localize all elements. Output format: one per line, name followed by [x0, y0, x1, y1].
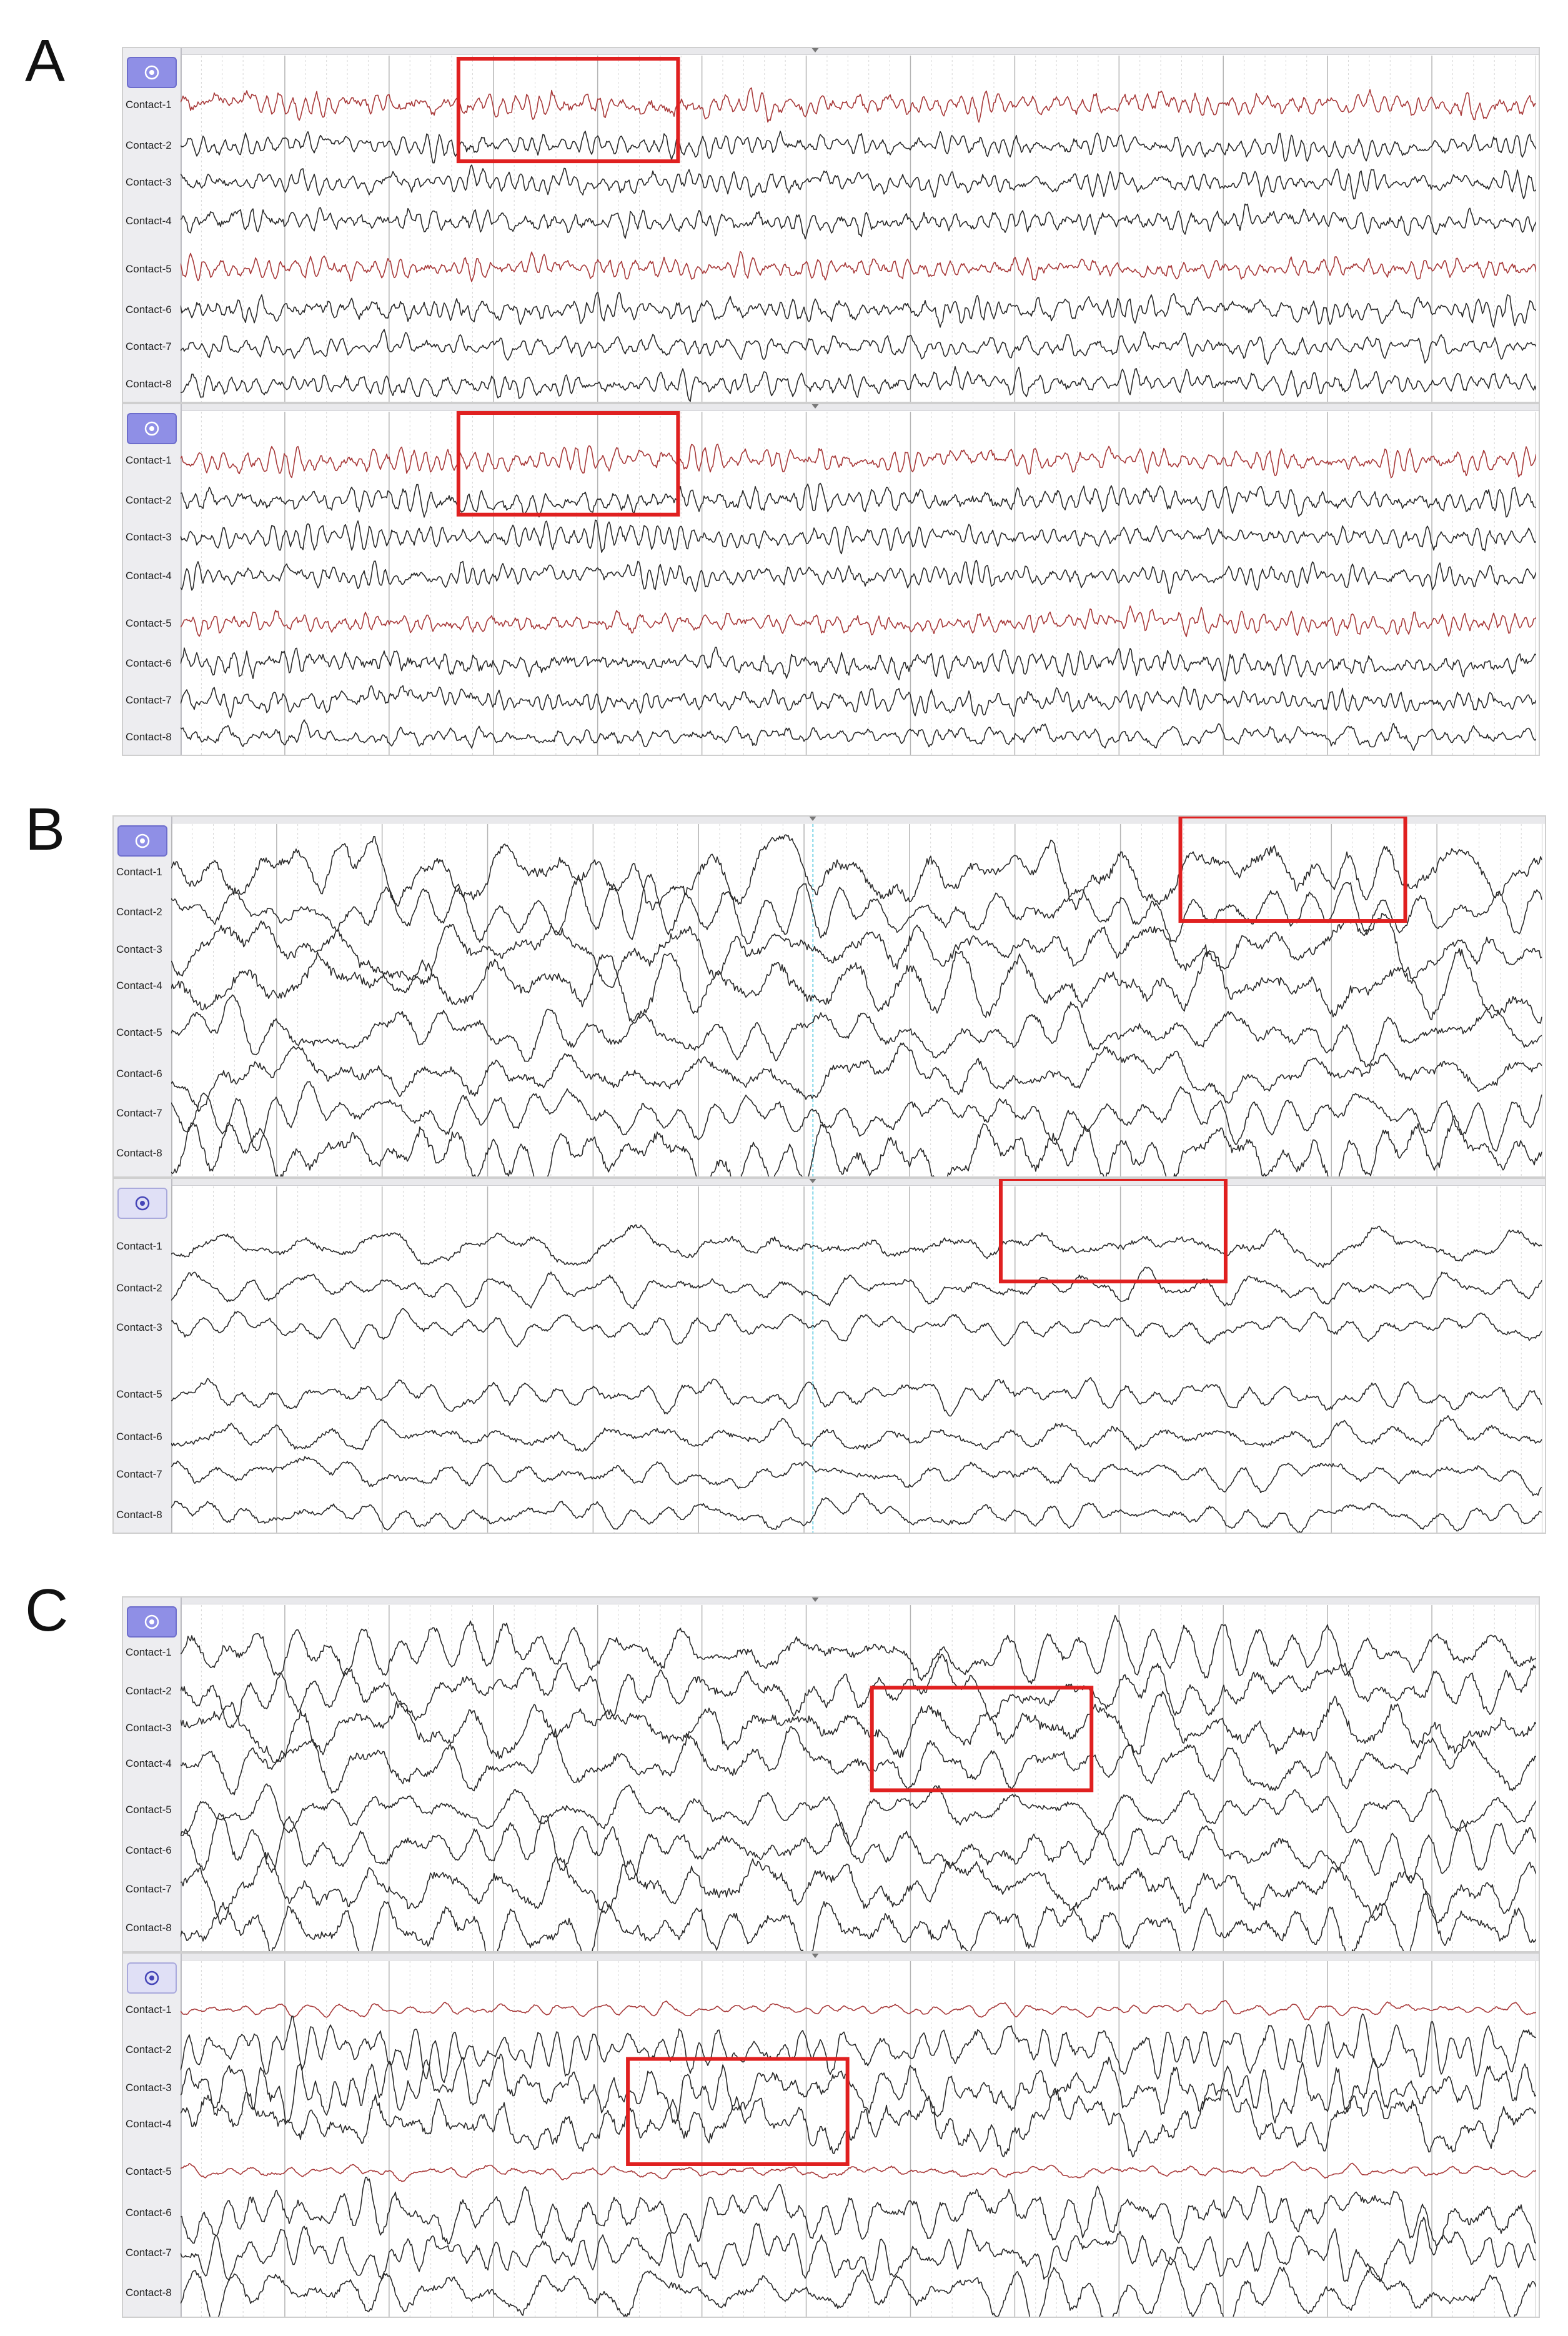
channel-label: Contact-5: [126, 2165, 172, 2177]
eeg-trace-contact-3: [181, 520, 1536, 554]
channel-label: Contact-7: [116, 1468, 162, 1480]
eye-toggle-button[interactable]: [127, 413, 177, 444]
channel-label: Contact-4: [126, 2118, 172, 2130]
channel-label: Contact-3: [126, 531, 172, 544]
channel-label: Contact-3: [116, 943, 162, 956]
channel-label: Contact-2: [126, 1684, 172, 1697]
eeg-trace-contact-8: [181, 1891, 1536, 1951]
eeg-trace-contact-6: [181, 292, 1536, 327]
channel-label: Contact-4: [126, 1757, 172, 1770]
channel-label-column: [123, 1954, 182, 2317]
eeg-trace-contact-4: [181, 560, 1536, 594]
eeg-trace-contact-6: [181, 2177, 1536, 2246]
eeg-trace-contact-7: [181, 329, 1536, 364]
channel-label: Contact-5: [126, 262, 172, 275]
channel-label: Contact-7: [126, 1882, 172, 1895]
channel-label-column: [114, 1179, 172, 1533]
eeg-trace-contact-4: [181, 1727, 1536, 1795]
eeg-trace-contact-1: [181, 2001, 1536, 2020]
channel-label: Contact-3: [116, 1321, 162, 1333]
eeg-trace-contact-4: [181, 204, 1536, 239]
eeg-trace-contact-7: [171, 1081, 1542, 1151]
eeg-trace-contact-4: [181, 2089, 1536, 2157]
eye-toggle-button[interactable]: [127, 57, 177, 88]
eeg-trace-contact-8: [171, 1115, 1542, 1176]
channel-label: Contact-8: [116, 1508, 162, 1521]
channel-label: Contact-2: [126, 139, 172, 151]
eeg-traces: [181, 1954, 1536, 2317]
channel-label: Contact-6: [116, 1067, 162, 1080]
channel-label: Contact-8: [126, 2287, 172, 2299]
channel-label: Contact-3: [126, 1722, 172, 1734]
eeg-trace-contact-3: [171, 1309, 1542, 1349]
channel-label: Contact-5: [126, 617, 172, 629]
eeg-trace-contact-3: [181, 2054, 1536, 2124]
eeg-trace-contact-2: [181, 484, 1536, 517]
eeg-trace-contact-1: [181, 1616, 1536, 1684]
channel-label: Contact-7: [126, 694, 172, 707]
channel-label: Contact-8: [116, 1146, 162, 1159]
channel-label: Contact-4: [126, 569, 172, 582]
channel-label: Contact-8: [126, 1922, 172, 1934]
eeg-trace-contact-1: [181, 88, 1536, 122]
eye-icon: [142, 1613, 161, 1631]
eeg-panel-b2: [112, 1178, 1546, 1534]
eeg-trace-contact-8: [181, 720, 1536, 750]
eeg-trace-contact-8: [181, 2257, 1536, 2317]
triangle-marker-icon[interactable]: [808, 1178, 817, 1183]
eeg-traces: [171, 817, 1542, 1176]
eye-toggle-button[interactable]: [117, 825, 167, 857]
eeg-trace-contact-6: [171, 1043, 1542, 1111]
eeg-traces: [181, 404, 1536, 755]
channel-label: Contact-1: [126, 454, 172, 466]
eeg-plot-area[interactable]: [181, 1598, 1539, 1951]
section-label-c: C: [25, 1577, 69, 1644]
channel-label: Contact-2: [116, 1282, 162, 1295]
eye-icon: [142, 1969, 161, 1987]
eeg-panel-c2: [122, 1952, 1540, 2318]
eye-icon: [142, 419, 161, 438]
eeg-trace-contact-3: [171, 913, 1542, 987]
eeg-trace-contact-6: [181, 647, 1536, 681]
eeg-panel-b1: [112, 815, 1546, 1178]
eeg-trace-contact-7: [171, 1456, 1542, 1496]
channel-label: Contact-8: [126, 730, 172, 743]
channel-label: Contact-6: [116, 1431, 162, 1443]
highlight-box: [628, 2059, 848, 2164]
channel-label: Contact-6: [126, 2207, 172, 2219]
eye-icon: [133, 832, 152, 850]
eeg-trace-contact-1: [181, 444, 1536, 478]
highlight-box: [1181, 817, 1406, 921]
eeg-panel-a1: [122, 47, 1540, 403]
triangle-marker-icon[interactable]: [811, 403, 820, 409]
channel-label: Contact-1: [126, 2004, 172, 2016]
eye-icon: [142, 63, 161, 82]
eye-toggle-button[interactable]: [117, 1188, 167, 1219]
eeg-trace-contact-4: [171, 948, 1542, 1023]
eeg-plot-area[interactable]: [181, 1954, 1539, 2317]
eeg-trace-contact-5: [181, 252, 1536, 282]
eeg-plot-area[interactable]: [181, 404, 1539, 755]
eye-toggle-button[interactable]: [127, 1962, 177, 1994]
eeg-trace-contact-5: [181, 606, 1536, 637]
eye-toggle-button[interactable]: [127, 1606, 177, 1638]
channel-label: Contact-5: [126, 1803, 172, 1816]
eeg-trace-contact-5: [171, 1378, 1542, 1416]
triangle-marker-icon[interactable]: [811, 1596, 820, 1602]
highlight-box: [1001, 1179, 1226, 1281]
channel-label: Contact-1: [126, 98, 172, 111]
channel-label-column: [114, 817, 172, 1176]
eeg-traces: [171, 1179, 1542, 1533]
channel-label: Contact-6: [126, 657, 172, 670]
section-label-b: B: [25, 796, 66, 863]
highlight-box: [872, 1687, 1092, 1790]
channel-label: Contact-2: [116, 905, 162, 918]
triangle-marker-icon[interactable]: [811, 1952, 820, 1958]
channel-label-column: [123, 1598, 182, 1951]
eeg-trace-contact-5: [181, 1784, 1536, 1847]
channel-label: Contact-7: [116, 1107, 162, 1120]
channel-label: Contact-6: [126, 1844, 172, 1856]
channel-label: Contact-8: [126, 377, 172, 390]
triangle-marker-icon[interactable]: [808, 815, 817, 821]
channel-label: Contact-2: [126, 494, 172, 507]
eeg-trace-contact-1: [171, 835, 1542, 910]
channel-label: Contact-3: [126, 176, 172, 189]
eeg-trace-contact-8: [181, 367, 1536, 402]
channel-label-column: [123, 404, 182, 755]
eeg-traces: [181, 1598, 1536, 1951]
eeg-trace-contact-3: [181, 165, 1536, 199]
channel-label: Contact-1: [116, 866, 162, 878]
eeg-plot-area[interactable]: [171, 817, 1545, 1176]
eeg-trace-contact-6: [171, 1416, 1542, 1451]
eye-icon: [133, 1194, 152, 1213]
channel-label: Contact-7: [126, 340, 172, 353]
eeg-trace-contact-1: [171, 1225, 1542, 1267]
triangle-marker-icon[interactable]: [811, 47, 820, 52]
eeg-panel-c1: [122, 1596, 1540, 1952]
eeg-trace-contact-7: [181, 686, 1536, 718]
channel-label: Contact-5: [116, 1026, 162, 1038]
channel-label: Contact-6: [126, 303, 172, 316]
channel-label: Contact-1: [116, 1240, 162, 1252]
eeg-trace-contact-5: [171, 995, 1542, 1066]
channel-label: Contact-3: [126, 2081, 172, 2094]
eeg-panel-a2: [122, 403, 1540, 756]
section-label-a: A: [25, 27, 66, 94]
channel-label-column: [123, 48, 182, 402]
eeg-trace-contact-5: [181, 2162, 1536, 2182]
eeg-trace-contact-2: [181, 1654, 1536, 1728]
eeg-plot-area[interactable]: [181, 48, 1539, 402]
eeg-trace-contact-2: [181, 131, 1536, 163]
channel-label: Contact-5: [116, 1388, 162, 1401]
channel-label: Contact-1: [126, 1646, 172, 1658]
eeg-plot-area[interactable]: [171, 1179, 1545, 1533]
channel-label: Contact-4: [116, 979, 162, 992]
channel-label: Contact-7: [126, 2247, 172, 2259]
eeg-trace-contact-8: [171, 1494, 1542, 1533]
eeg-trace-contact-2: [171, 1267, 1542, 1308]
eeg-traces: [181, 48, 1536, 402]
eeg-trace-contact-2: [181, 2014, 1536, 2082]
eeg-trace-contact-6: [181, 1814, 1536, 1884]
channel-label: Contact-4: [126, 215, 172, 227]
channel-label: Contact-2: [126, 2043, 172, 2055]
